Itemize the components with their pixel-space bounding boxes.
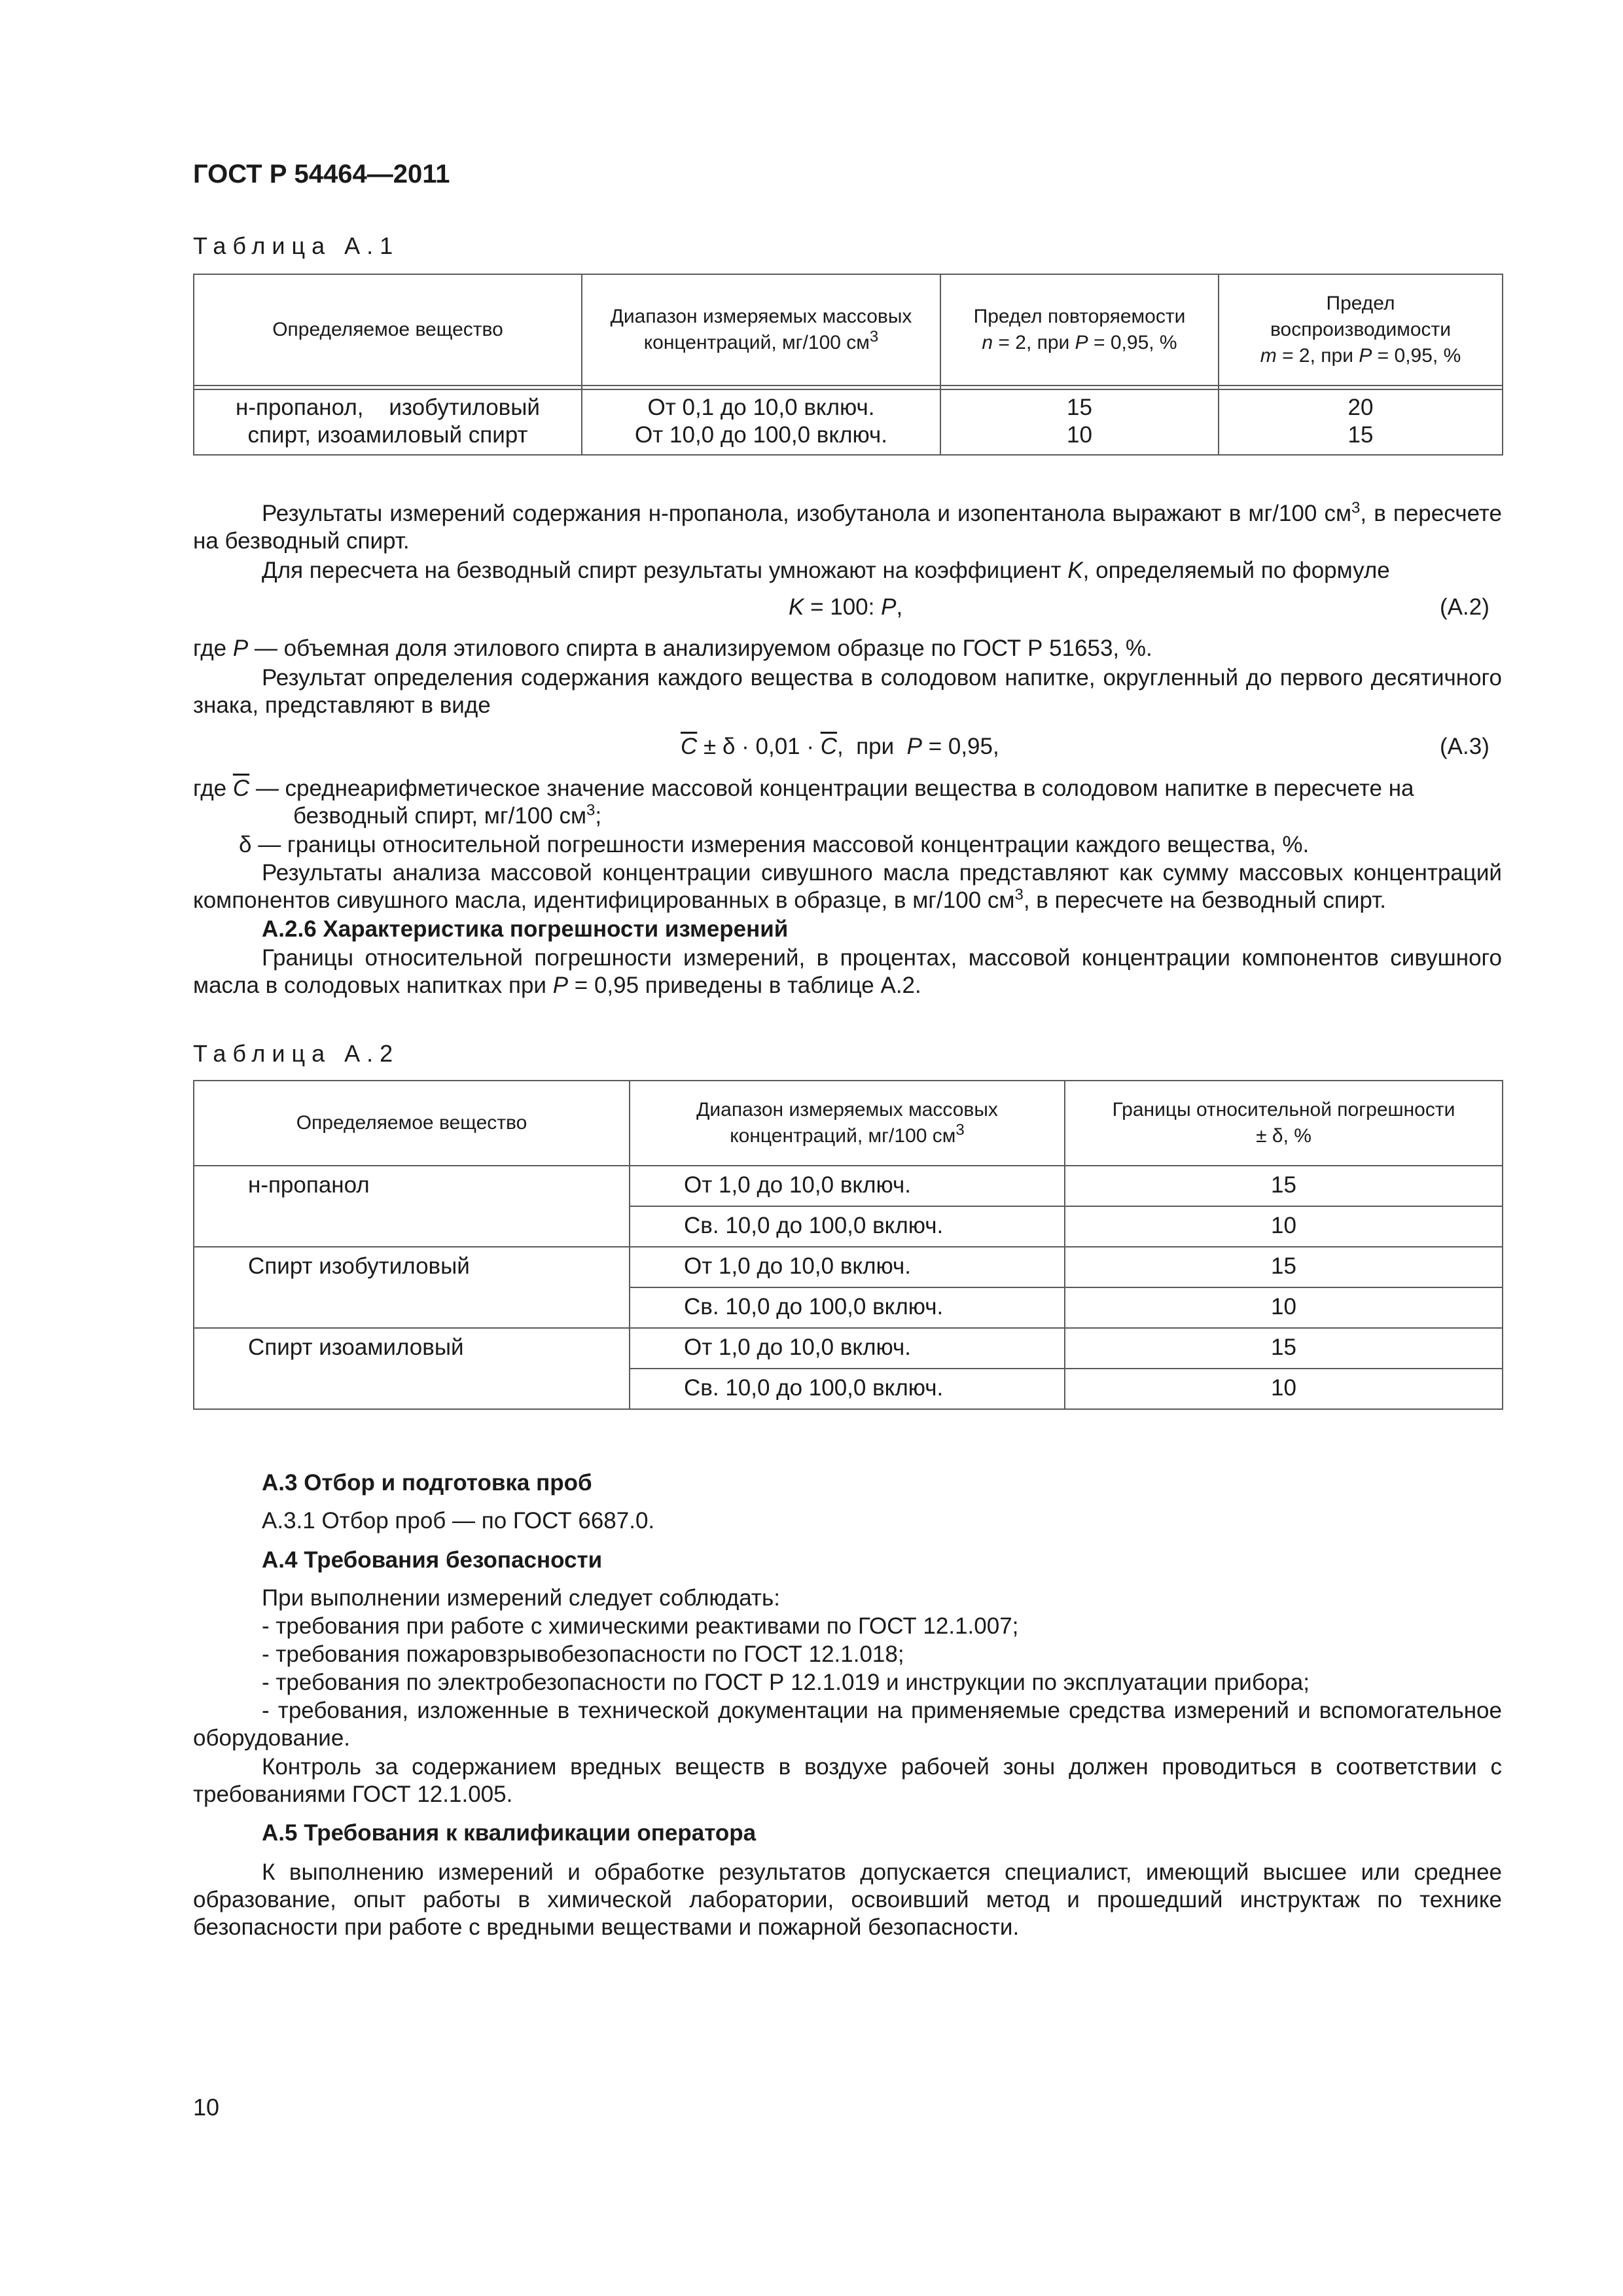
- table-a2-range: Св. 10,0 до 100,0 включ.: [630, 1369, 1065, 1409]
- where-c-line1: где $\overline{C}$ — среднеарифметическое значение массовой концентрации вещества в солодовом напитке в пересчете на: [193, 776, 1414, 801]
- document-id: ГОСТ Р 54464—2011: [193, 160, 450, 188]
- table-row: [194, 389, 1503, 455]
- paragraph-a5: К выполнению измерений и обработке результатов допускается специалист, имеющий высшее или среднее образование, опыт работы в химической лаборатории, освоивший метод и прошедший инструктаж по технике безопасности при работе с вредными веществами и пожарной безопасности.: [193, 1859, 1502, 1940]
- list-item: - требования, изложенные в технической документации на применяемые средства измерений и вспомогательное оборудование.: [193, 1698, 1502, 1751]
- table-a2-substance-isoamyl: Спирт изоамиловый: [194, 1328, 630, 1409]
- table-a2-range: Св. 10,0 до 100,0 включ.: [630, 1206, 1065, 1247]
- table-a2-value: 15: [1065, 1247, 1503, 1287]
- table-a1-header-repeatability: Предел повторяемости n = 2, при P = 0,95, %: [940, 274, 1219, 386]
- table-a2-header-row: [194, 1081, 1503, 1166]
- table-a2-value: 10: [1065, 1369, 1503, 1409]
- table-a2: [193, 1080, 1503, 1410]
- table-a2-substance-isobutyl: Спирт изобутиловый: [194, 1247, 630, 1328]
- table-a1-repeatability: 15 10: [940, 389, 1219, 455]
- table-a1-caption: Таблица А.1: [193, 232, 400, 259]
- paragraph-a31: А.3.1 Отбор проб — по ГОСТ 6687.0.: [262, 1508, 655, 1534]
- table-a2-range: От 1,0 до 10,0 включ.: [630, 1247, 1065, 1287]
- paragraph-conversion: Для пересчета на безводный спирт результаты умножают на коэффициент K, определяемый по формуле: [262, 558, 1390, 583]
- where-delta: δ — границы относительной погрешности измерения массовой концентрации каждого вещества, %.: [239, 832, 1310, 857]
- table-a2-value: 15: [1065, 1166, 1503, 1206]
- table-a1: [193, 274, 1503, 456]
- table-row: [194, 1247, 1503, 1287]
- table-a1-header-substance: Определяемое вещество: [194, 274, 582, 386]
- list-item: - требования пожаровзрывобезопасности по ГОСТ 12.1.018;: [262, 1641, 904, 1667]
- table-a2-range: От 1,0 до 10,0 включ.: [630, 1328, 1065, 1369]
- table-a2-value: 10: [1065, 1287, 1503, 1328]
- where-c-line2: безводный спирт, мг/100 $см^3$;: [293, 801, 602, 829]
- table-a1-substance: н-пропанол, изобутиловый спирт, изоамиловый спирт: [194, 389, 582, 455]
- table-a2-header-error: Границы относительной погрешности ± δ, %: [1065, 1081, 1503, 1166]
- table-a2-header-substance: Определяемое вещество: [194, 1081, 630, 1166]
- page-number: 10: [193, 2094, 220, 2121]
- table-a1-ranges: От 0,1 до 10,0 включ. От 10,0 до 100,0 включ.: [582, 389, 940, 455]
- table-a2-value: 15: [1065, 1328, 1503, 1369]
- paragraph-fusel-oil: Результаты анализа массовой концентрации сивушного масла представляют как сумму массовых концентраций компонентов сивушного масла, идентифицированных в образце, в мг/100 $см^3$, в пересчете на безводный спирт.: [193, 860, 1502, 913]
- formula-a2: K = 100: P,: [789, 594, 903, 620]
- table-a2-value: 10: [1065, 1206, 1503, 1247]
- heading-a5: А.5 Требования к квалификации оператора: [262, 1820, 757, 1846]
- paragraph-error-bounds: Границы относительной погрешности измерений, в процентах, массовой концентрации компонентов сивушного масла в солодовых напитках при P = 0,95 приведены в таблице А.2.: [193, 945, 1502, 998]
- list-item: - требования по электробезопасности по ГОСТ Р 12.1.019 и инструкции по эксплуатации прибора;: [262, 1670, 1310, 1695]
- heading-a4: А.4 Требования безопасности: [262, 1547, 603, 1573]
- heading-a3: А.3 Отбор и подготовка проб: [262, 1470, 592, 1496]
- table-a1-header-range: Диапазон измеряемых массовых концентраций, мг/100 $см^3$: [582, 274, 940, 386]
- paragraph-a4-intro: При выполнении измерений следует соблюдать:: [262, 1585, 780, 1611]
- paragraph-where-p: где P — объемная доля этилового спирта в анализируемом образце по ГОСТ Р 51653, %.: [193, 636, 1152, 661]
- table-a1-reproducibility: 20 15: [1219, 389, 1503, 455]
- formula-a2-number: (А.2): [1440, 594, 1489, 620]
- table-a2-range: Св. 10,0 до 100,0 включ.: [630, 1287, 1065, 1328]
- heading-a26: А.2.6 Характеристика погрешности измерений: [262, 916, 789, 942]
- table-a2-range: От 1,0 до 10,0 включ.: [630, 1166, 1065, 1206]
- paragraph-a4-control: Контроль за содержанием вредных веществ в воздухе рабочей зоны должен проводиться в соответствии с требованиями ГОСТ 12.1.005.: [193, 1754, 1502, 1807]
- formula-a3: $\overline{C} \pm \delta \cdot 0,01 \cdot \overline{C}$, при P = 0,95,: [681, 734, 999, 759]
- table-a2-caption: Таблица А.2: [193, 1040, 400, 1067]
- table-a2-header-range: Диапазон измеряемых массовых концентраций, мг/100 $см^3$: [630, 1081, 1065, 1166]
- list-item: - требования при работе с химическими реактивами по ГОСТ 12.1.007;: [262, 1613, 1019, 1639]
- formula-a3-number: (А.3): [1440, 734, 1489, 759]
- table-row: [194, 1166, 1503, 1206]
- table-a2-substance-propanol: н-пропанол: [194, 1166, 630, 1247]
- table-row: [194, 1328, 1503, 1369]
- paragraph-result-rounding: Результат определения содержания каждого вещества в солодовом напитке, округленный до первого десятичного знака, представляют в виде: [193, 665, 1502, 718]
- paragraph-results: Результаты измерений содержания н-пропанола, изобутанола и изопентанола выражают в мг/100 $см^3$, в пересчете на безводный спирт.: [193, 499, 1502, 554]
- table-a1-header-row: [194, 274, 1503, 386]
- table-a1-header-reproducibility: Предел воспроизводимости m = 2, при P = 0,95, %: [1219, 274, 1503, 386]
